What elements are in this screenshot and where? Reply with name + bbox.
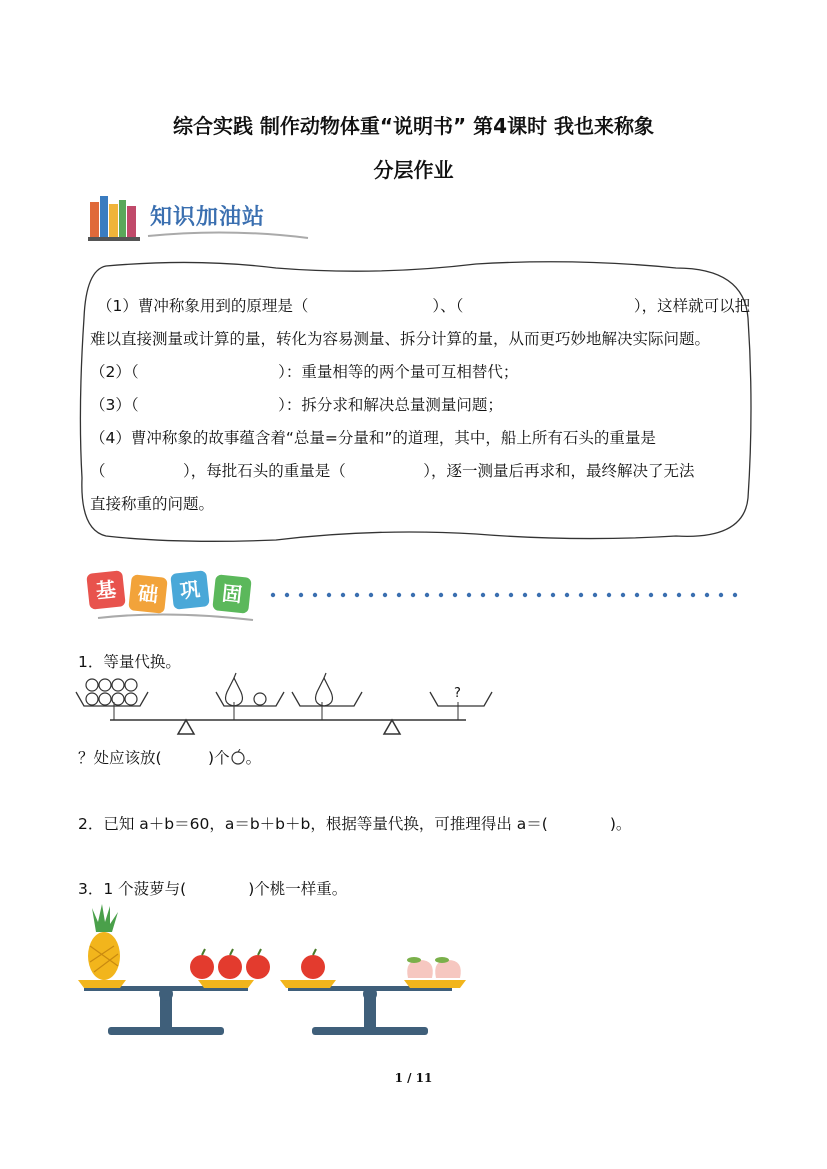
- knowledge-line-7: 直接称重的问题。: [90, 495, 215, 513]
- peach-icon: [407, 957, 461, 978]
- question-1-answer: [78, 746, 261, 768]
- basics-banner-tile: 础: [128, 574, 168, 614]
- apple-icon: [230, 749, 246, 765]
- knowledge-line-1: （1）曹冲称象用到的原理是（ ）、（ ），这样就可以把: [97, 297, 751, 315]
- balance-scale-icon: [280, 980, 466, 1035]
- basics-banner-tile: 巩: [170, 570, 210, 610]
- question-2: 2．已知 a＋b＝60，a＝b＋b＋b，根据等量代换，可推理得出 a＝( )。: [78, 815, 632, 833]
- apple-icon: [301, 949, 325, 979]
- dotted-line: [268, 590, 748, 600]
- page-title: 综合实践 制作动物体重“说明书” 第4课时 我也来称象: [172, 114, 655, 138]
- page-subtitle: 分层作业: [373, 158, 454, 182]
- pear-icon: [316, 673, 333, 706]
- pineapple-icon: [88, 904, 120, 980]
- basics-banner-tile: 基: [86, 570, 126, 610]
- q1-scales: [74, 672, 494, 744]
- question-1-title: 1．等量代换。: [78, 653, 181, 671]
- question-1-answer-suffix: 。: [245, 749, 262, 767]
- pear-icon: [226, 673, 243, 706]
- apple-icon: [190, 949, 270, 979]
- knowledge-banner-label: 知识加油站: [150, 205, 266, 230]
- knowledge-line-3: （2）（ ）：重量相等的两个量可互相替代；: [90, 363, 519, 381]
- knowledge-line-5: （4）曹冲称象的故事蕴含着“总量=分量和”的道理，其中，船上所有石头的重量是: [90, 429, 656, 447]
- balance-scale-icon: [292, 692, 492, 734]
- apple-icon: [254, 693, 266, 705]
- q3-scales: [74, 902, 474, 1048]
- question-1-answer-text: ？处应该放( )个: [78, 749, 230, 767]
- knowledge-line-4: （3）（ ）：拆分求和解决总量测量问题；: [90, 396, 503, 414]
- basics-banner: [88, 572, 748, 622]
- knowledge-line-2: 难以直接测量或计算的量，转化为容易测量、拆分计算的量，从而更巧妙地解决实际问题。: [90, 330, 711, 348]
- apple-icon: [86, 679, 137, 705]
- book-stack-icon: [88, 196, 140, 241]
- knowledge-line-6: （ ），每批石头的重量是（ ），逐一测量后再求和，最终解决了无法: [90, 462, 695, 480]
- balance-scale-icon: [78, 980, 254, 1035]
- basics-banner-tile: 固: [212, 574, 252, 614]
- q1-unknown-mark: ?: [454, 686, 461, 701]
- question-3: 3．1 个菠萝与( )个桃一样重。: [78, 880, 348, 898]
- page-number: 1 / 11: [394, 1071, 433, 1085]
